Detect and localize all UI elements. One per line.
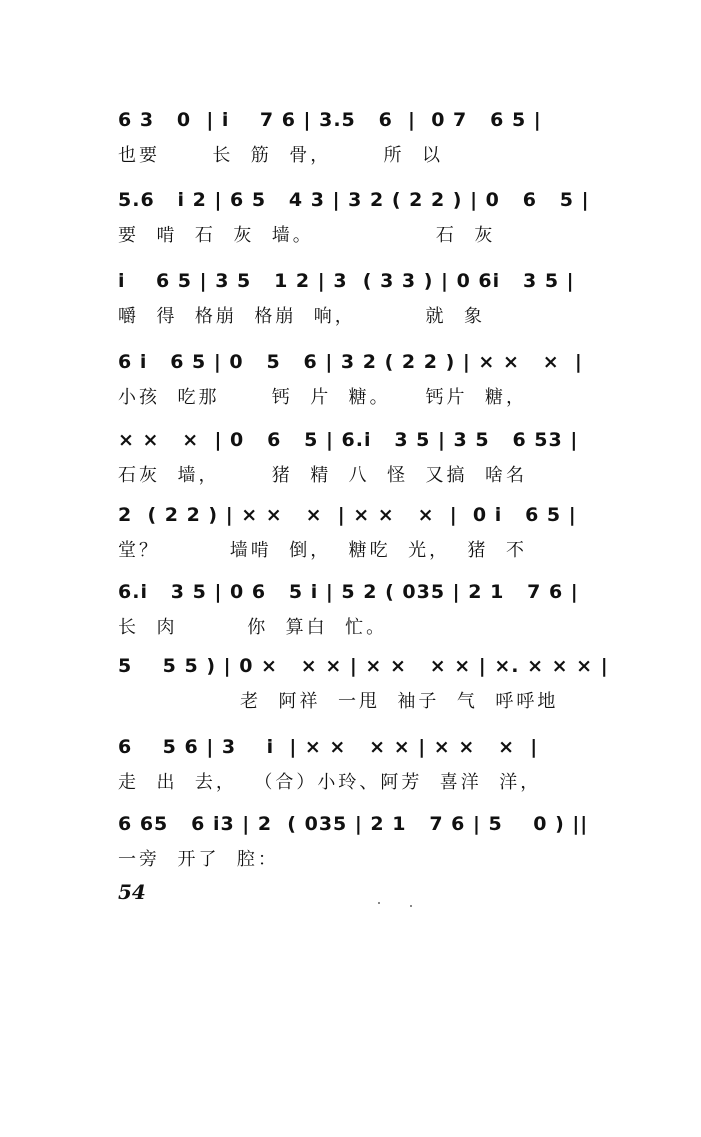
jianpu-notes: × × × | 0 6 5 | 6.i 3 5 | 3 5 6 53 |	[118, 429, 579, 451]
lyrics-line: 一旁 开了 腔：	[118, 849, 279, 870]
jianpu-notes: 6 i 6 5 | 0 5 6 | 3 2 ( 2 2 ) | × × × |	[118, 351, 583, 373]
score-system-1	[118, 104, 598, 174]
score-system-10	[118, 808, 598, 878]
lyrics-line: 堂？ 墙啃 倒， 糖吃 光， 猪 不	[118, 540, 527, 561]
lyrics-line: 老 阿祥 一甩 袖子 气 呼呼地	[118, 691, 559, 712]
score-system-6	[118, 499, 598, 569]
print-speck	[410, 905, 412, 907]
jianpu-notes: 2 ( 2 2 ) | × × × | × × × | 0 i 6 5 |	[118, 504, 577, 526]
score-system-9	[118, 731, 598, 801]
print-speck	[378, 902, 380, 904]
score-system-2	[118, 184, 598, 254]
lyrics-line: 走 出 去， （合）小玲、阿芳 喜洋 洋，	[118, 772, 542, 793]
score-system-7	[118, 576, 598, 646]
score-system-3	[118, 265, 598, 335]
lyrics-line: 长 肉 你 算白 忙。	[118, 617, 388, 638]
jianpu-notes: 6.i 3 5 | 0 6 5 i | 5 2 ( 035 | 2 1 7 6 |	[118, 581, 579, 603]
score-system-8	[118, 650, 609, 720]
jianpu-notes: 6 5 6 | 3 i | × × × × | × × × |	[118, 736, 539, 758]
score-system-4	[118, 346, 598, 416]
page-number: 54	[118, 880, 146, 904]
jianpu-notes: 6 65 6 i3 | 2 ( 035 | 2 1 7 6 | 5 0 ) ||	[118, 813, 589, 835]
lyrics-line: 嚼 得 格崩 格崩 响， 就 象	[118, 306, 485, 327]
jianpu-notes: 5.6 i 2 | 6 5 4 3 | 3 2 ( 2 2 ) | 0 6 5 |	[118, 189, 590, 211]
score-system-5	[118, 424, 598, 494]
lyrics-line: 也要 长 筋 骨， 所 以	[118, 145, 443, 166]
lyrics-line: 石灰 墙， 猪 精 八 怪 又搞 啥名	[118, 465, 527, 486]
lyrics-line: 要 啃 石 灰 墙。 石 灰	[118, 225, 496, 246]
jianpu-notes: i 6 5 | 3 5 1 2 | 3 ( 3 3 ) | 0 6i 3 5 |	[118, 270, 575, 292]
lyrics-line: 小孩 吃那 钙 片 糖。 钙片 糖，	[118, 387, 527, 408]
jianpu-notes: 6 3 0 | i 7 6 | 3.5 6 | 0 7 6 5 |	[118, 109, 542, 131]
jianpu-notes: 5 5 5 ) | 0 × × × | × × × × | ×. × × × |	[118, 655, 609, 677]
